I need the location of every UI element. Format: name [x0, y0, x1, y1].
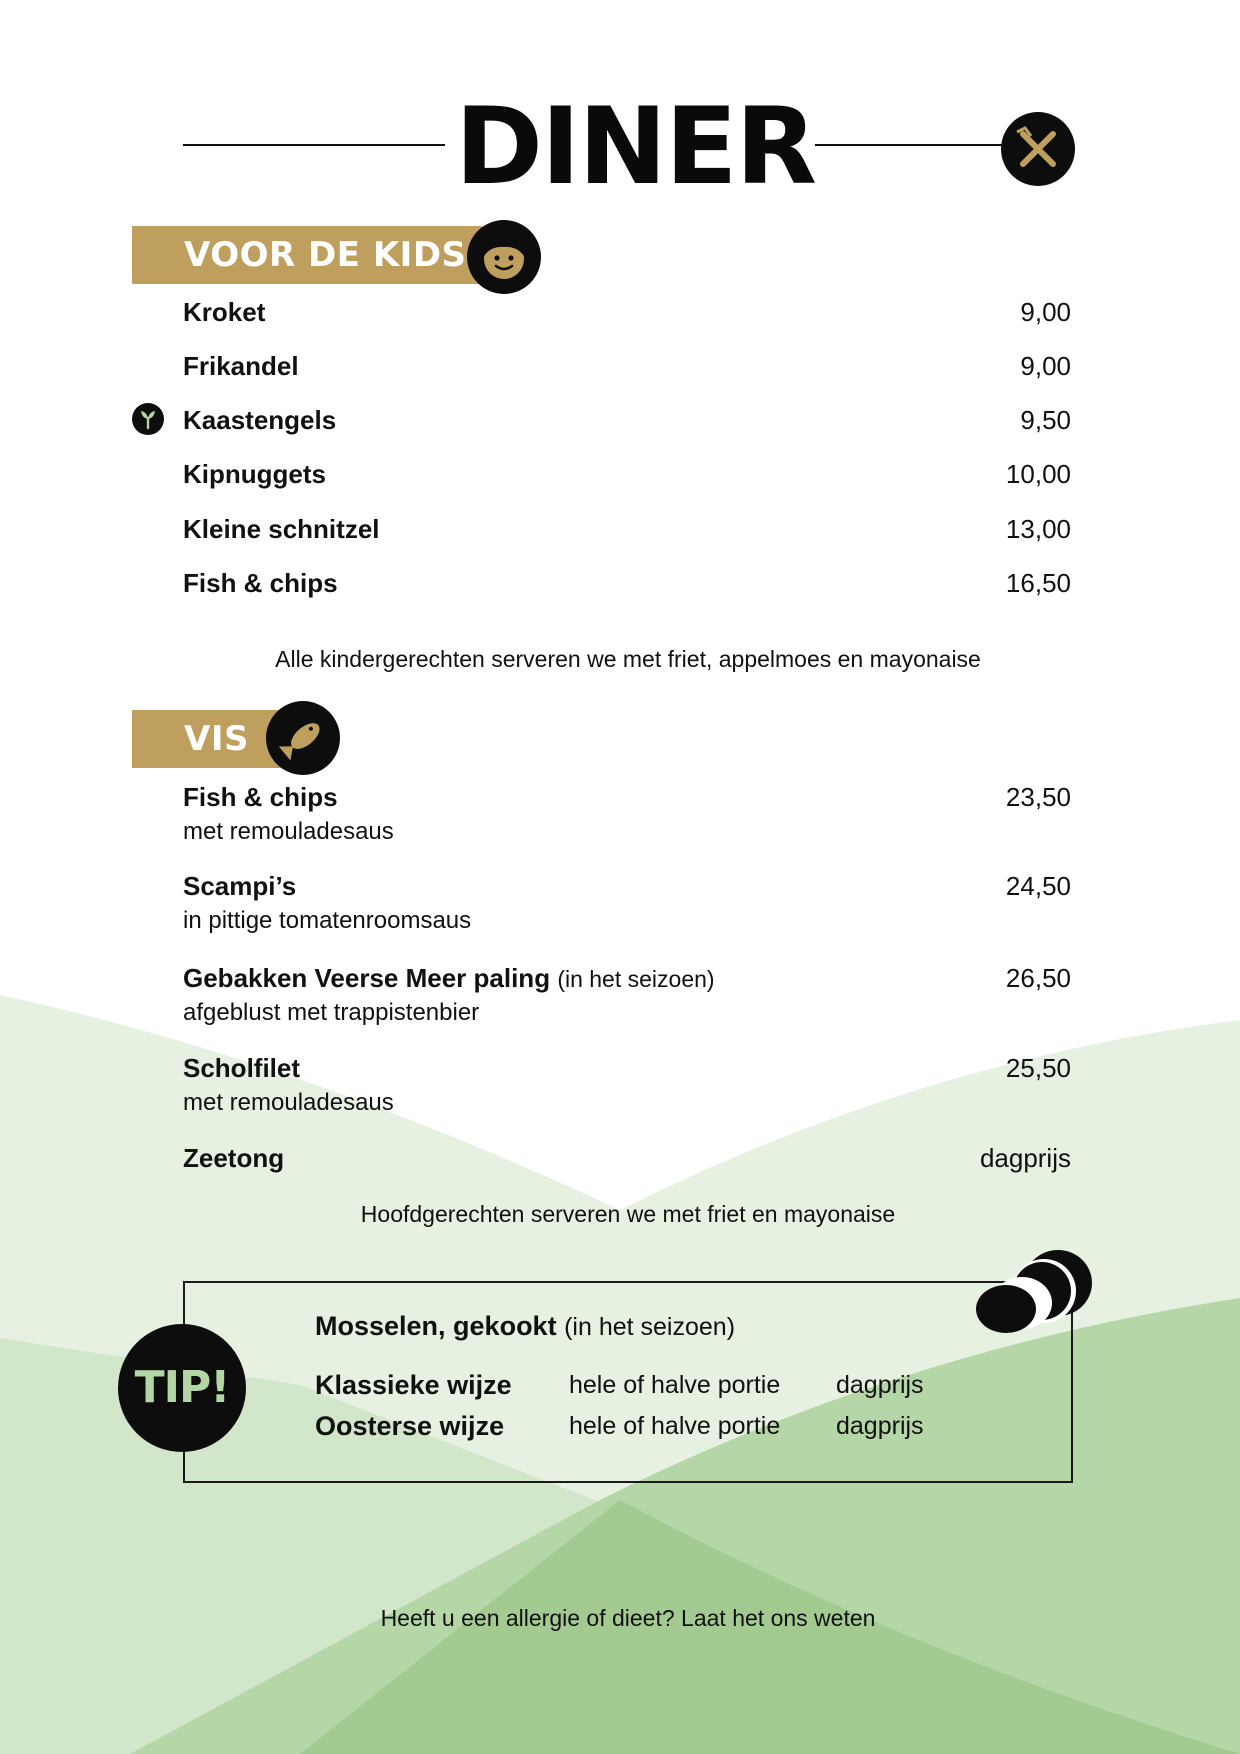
item-name: Scampi’s — [183, 871, 297, 901]
item-price: 9,50 — [1020, 405, 1071, 435]
tip-portion: hele of halve portie — [569, 1412, 781, 1440]
item-price: 25,50 — [1005, 1053, 1071, 1083]
vegetarian-leaf-icon — [132, 403, 164, 435]
item-name: Fish & chips — [183, 568, 338, 598]
tip-style-name: Klassieke wijze — [315, 1370, 512, 1400]
section-banner-fish — [132, 710, 282, 768]
item-price: 24,50 — [1005, 871, 1071, 901]
title-rule-left — [183, 144, 445, 146]
section-title-fish: VIS — [184, 719, 249, 759]
menu-item-kaastengels — [183, 402, 1071, 442]
menu-item-scampis — [183, 868, 1071, 944]
item-description: met remouladesaus — [183, 1089, 394, 1116]
menu-item-fish-chips — [183, 779, 1071, 855]
item-description: in pittige tomatenroomsaus — [183, 907, 472, 934]
allergy-note: Heeft u een allergie of dieet? Laat het ons weten — [380, 1605, 876, 1631]
fish-icon — [266, 701, 340, 775]
menu-item-kleine-schnitzel — [183, 511, 1071, 551]
menu-item-zeetong — [183, 1140, 1071, 1180]
menu-item-paling — [183, 960, 1071, 1036]
tip-style-name: Oosterse wijze — [315, 1411, 505, 1441]
child-face-icon — [467, 220, 541, 294]
item-price: dagprijs — [979, 1143, 1071, 1173]
tip-row-klassieke — [315, 1367, 955, 1403]
tip-heading-text: Mosselen, gekookt — [315, 1311, 557, 1341]
item-price: 26,50 — [1005, 963, 1071, 993]
tip-heading — [315, 1308, 735, 1345]
section-banner-kids — [132, 226, 482, 284]
tip-price: dagprijs — [836, 1412, 924, 1440]
item-name: Kroket — [183, 297, 266, 327]
item-price: 13,00 — [1005, 514, 1071, 544]
item-name-text: Gebakken Veerse Meer paling — [183, 963, 551, 993]
item-price: 9,00 — [1020, 297, 1071, 327]
menu-item-kroket — [183, 294, 1071, 334]
item-name: Kipnuggets — [183, 459, 326, 489]
item-price: 23,50 — [1005, 782, 1071, 812]
item-name: Frikandel — [183, 351, 299, 381]
menu-item-scholfilet — [183, 1050, 1071, 1126]
kids-serving-note: Alle kindergerechten serveren we met friet, appelmoes en mayonaise — [275, 646, 981, 672]
item-price: 10,00 — [1005, 459, 1071, 489]
cutlery-icon — [1001, 112, 1075, 186]
tip-row-oosterse — [315, 1408, 955, 1444]
item-price: 16,50 — [1005, 568, 1071, 598]
fish-serving-note: Hoofdgerechten serveren we met friet en mayonaise — [360, 1201, 896, 1227]
item-price: 9,00 — [1020, 351, 1071, 381]
tip-portion: hele of halve portie — [569, 1371, 781, 1399]
title-rule-right — [815, 144, 1015, 146]
item-name: Scholfilet — [183, 1053, 301, 1083]
menu-item-frikandel — [183, 348, 1071, 388]
item-description: afgeblust met trappistenbier — [183, 999, 480, 1026]
tip-price: dagprijs — [836, 1371, 924, 1399]
mussel-icon — [972, 1245, 1096, 1337]
tip-badge: TIP! — [118, 1324, 246, 1452]
item-description: met remouladesaus — [183, 818, 394, 845]
item-name: Kaastengels — [183, 405, 337, 435]
section-title-kids: VOOR DE KIDS — [184, 235, 467, 275]
item-name: Kleine schnitzel — [183, 514, 380, 544]
menu-item-fish-chips-kids — [183, 565, 1071, 605]
tip-season-note: (in het seizoen) — [564, 1313, 736, 1341]
item-name: Fish & chips — [183, 782, 338, 812]
item-name — [183, 960, 715, 997]
page-title: DINER — [455, 85, 816, 208]
menu-item-kipnuggets — [183, 456, 1071, 496]
item-season-note: (in het seizoen) — [557, 966, 715, 992]
item-name: Zeetong — [183, 1143, 285, 1173]
